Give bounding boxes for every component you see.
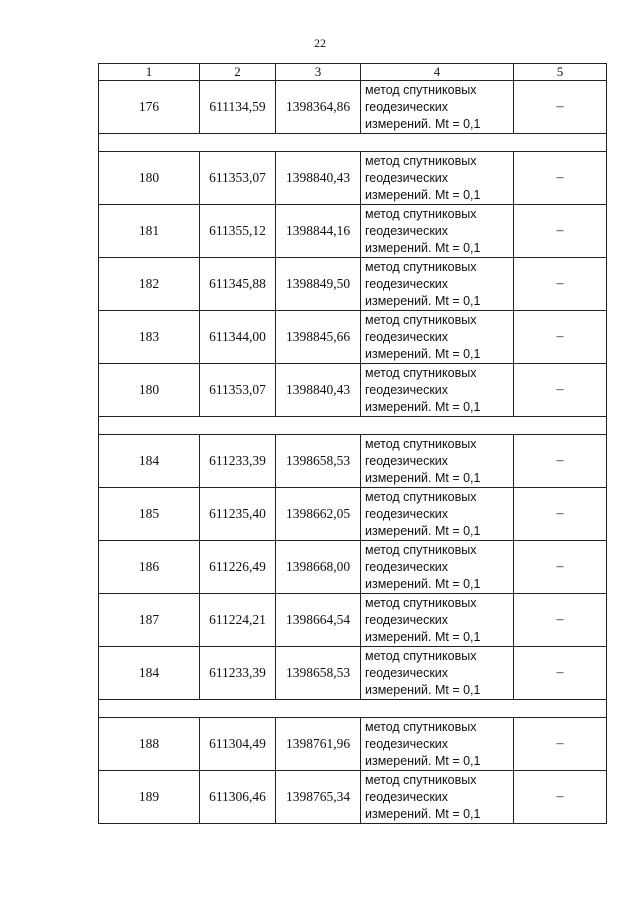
- method-line: измерений. Mt = 0,1: [365, 753, 481, 768]
- method-line: метод спутниковых: [365, 365, 477, 380]
- x-coordinate-cell: 611306,46: [200, 771, 276, 824]
- note-cell: –: [514, 205, 607, 258]
- method-line: метод спутниковых: [365, 436, 477, 451]
- method-line: метод спутниковых: [365, 82, 477, 97]
- method-cell: [361, 488, 514, 541]
- method-cell: [361, 258, 514, 311]
- method-cell: [361, 594, 514, 647]
- method-line: измерений. Mt = 0,1: [365, 399, 481, 414]
- y-coordinate-cell: 1398668,00: [276, 541, 361, 594]
- method-line: геодезических: [365, 736, 449, 751]
- method-line: метод спутниковых: [365, 648, 477, 663]
- method-line: измерений. Mt = 0,1: [365, 629, 481, 644]
- x-coordinate-cell: 611304,49: [200, 718, 276, 771]
- method-cell: [361, 718, 514, 771]
- note-cell: –: [514, 81, 607, 134]
- y-coordinate-cell: 1398658,53: [276, 435, 361, 488]
- y-coordinate-cell: 1398849,50: [276, 258, 361, 311]
- method-line: геодезических: [365, 329, 449, 344]
- x-coordinate-cell: 611353,07: [200, 152, 276, 205]
- x-coordinate-cell: 611233,39: [200, 647, 276, 700]
- x-coordinate-cell: 611134,59: [200, 81, 276, 134]
- y-coordinate-cell: 1398658,53: [276, 647, 361, 700]
- method-line: геодезических: [365, 506, 449, 521]
- x-coordinate-cell: 611344,00: [200, 311, 276, 364]
- note-cell: –: [514, 152, 607, 205]
- table-row: [99, 771, 607, 824]
- point-number-cell: 181: [99, 205, 200, 258]
- method-line: метод спутниковых: [365, 312, 477, 327]
- y-coordinate-cell: 1398364,86: [276, 81, 361, 134]
- y-coordinate-cell: 1398761,96: [276, 718, 361, 771]
- method-line: геодезических: [365, 276, 449, 291]
- column-header-1: 1: [99, 64, 200, 81]
- point-number-cell: 188: [99, 718, 200, 771]
- method-cell: [361, 152, 514, 205]
- x-coordinate-cell: 611345,88: [200, 258, 276, 311]
- table-row: [99, 647, 607, 700]
- x-coordinate-cell: 611226,49: [200, 541, 276, 594]
- point-number-cell: 184: [99, 435, 200, 488]
- method-line: измерений. Mt = 0,1: [365, 523, 481, 538]
- method-line: геодезических: [365, 559, 449, 574]
- column-header-3: 3: [276, 64, 361, 81]
- point-number-cell: 183: [99, 311, 200, 364]
- method-cell: [361, 311, 514, 364]
- point-number-cell: 184: [99, 647, 200, 700]
- y-coordinate-cell: 1398664,54: [276, 594, 361, 647]
- method-line: геодезических: [365, 170, 449, 185]
- page-number: 22: [314, 36, 326, 50]
- point-number-cell: 189: [99, 771, 200, 824]
- method-line: измерений. Mt = 0,1: [365, 187, 481, 202]
- x-coordinate-cell: 611235,40: [200, 488, 276, 541]
- separator-cell: [99, 134, 607, 152]
- method-line: геодезических: [365, 453, 449, 468]
- note-cell: –: [514, 647, 607, 700]
- method-line: измерений. Mt = 0,1: [365, 682, 481, 697]
- point-number-cell: 185: [99, 488, 200, 541]
- method-line: измерений. Mt = 0,1: [365, 470, 481, 485]
- x-coordinate-cell: 611224,21: [200, 594, 276, 647]
- method-line: геодезических: [365, 665, 449, 680]
- note-cell: –: [514, 771, 607, 824]
- y-coordinate-cell: 1398840,43: [276, 364, 361, 417]
- table-row: [99, 205, 607, 258]
- point-number-cell: 187: [99, 594, 200, 647]
- table-row: [99, 311, 607, 364]
- method-cell: [361, 364, 514, 417]
- y-coordinate-cell: 1398844,16: [276, 205, 361, 258]
- column-header-2: 2: [200, 64, 276, 81]
- method-cell: [361, 81, 514, 134]
- table-body: [99, 81, 607, 824]
- method-line: геодезических: [365, 223, 449, 238]
- table-row: [99, 152, 607, 205]
- method-line: метод спутниковых: [365, 153, 477, 168]
- x-coordinate-cell: 611353,07: [200, 364, 276, 417]
- coordinates-table: [98, 63, 607, 824]
- column-header-5: 5: [514, 64, 607, 81]
- separator-row: [99, 134, 607, 152]
- point-number-cell: 186: [99, 541, 200, 594]
- point-number-cell: 180: [99, 364, 200, 417]
- method-line: измерений. Mt = 0,1: [365, 240, 481, 255]
- method-line: геодезических: [365, 382, 449, 397]
- method-cell: [361, 771, 514, 824]
- note-cell: –: [514, 258, 607, 311]
- method-line: измерений. Mt = 0,1: [365, 346, 481, 361]
- table-row: [99, 594, 607, 647]
- method-line: метод спутниковых: [365, 542, 477, 557]
- y-coordinate-cell: 1398840,43: [276, 152, 361, 205]
- note-cell: –: [514, 541, 607, 594]
- note-cell: –: [514, 718, 607, 771]
- separator-row: [99, 700, 607, 718]
- table-row: [99, 364, 607, 417]
- method-line: измерений. Mt = 0,1: [365, 806, 481, 821]
- point-number-cell: 182: [99, 258, 200, 311]
- method-line: измерений. Mt = 0,1: [365, 576, 481, 591]
- method-cell: [361, 205, 514, 258]
- y-coordinate-cell: 1398765,34: [276, 771, 361, 824]
- method-line: метод спутниковых: [365, 489, 477, 504]
- method-line: геодезических: [365, 612, 449, 627]
- method-line: измерений. Mt = 0,1: [365, 116, 481, 131]
- separator-cell: [99, 417, 607, 435]
- table-row: [99, 541, 607, 594]
- table-row: [99, 488, 607, 541]
- point-number-cell: 176: [99, 81, 200, 134]
- table-row: [99, 81, 607, 134]
- method-line: геодезических: [365, 789, 449, 804]
- y-coordinate-cell: 1398662,05: [276, 488, 361, 541]
- point-number-cell: 180: [99, 152, 200, 205]
- method-line: метод спутниковых: [365, 719, 477, 734]
- note-cell: –: [514, 488, 607, 541]
- method-line: измерений. Mt = 0,1: [365, 293, 481, 308]
- note-cell: –: [514, 435, 607, 488]
- method-line: геодезических: [365, 99, 449, 114]
- table-row: [99, 718, 607, 771]
- method-cell: [361, 541, 514, 594]
- table-header-row: [99, 64, 607, 81]
- method-line: метод спутниковых: [365, 772, 477, 787]
- method-line: метод спутниковых: [365, 595, 477, 610]
- separator-cell: [99, 700, 607, 718]
- note-cell: –: [514, 594, 607, 647]
- y-coordinate-cell: 1398845,66: [276, 311, 361, 364]
- column-header-4: 4: [361, 64, 514, 81]
- method-line: метод спутниковых: [365, 259, 477, 274]
- method-cell: [361, 647, 514, 700]
- x-coordinate-cell: 611355,12: [200, 205, 276, 258]
- separator-row: [99, 417, 607, 435]
- table-row: [99, 258, 607, 311]
- note-cell: –: [514, 311, 607, 364]
- method-line: метод спутниковых: [365, 206, 477, 221]
- method-cell: [361, 435, 514, 488]
- note-cell: –: [514, 364, 607, 417]
- table-row: [99, 435, 607, 488]
- x-coordinate-cell: 611233,39: [200, 435, 276, 488]
